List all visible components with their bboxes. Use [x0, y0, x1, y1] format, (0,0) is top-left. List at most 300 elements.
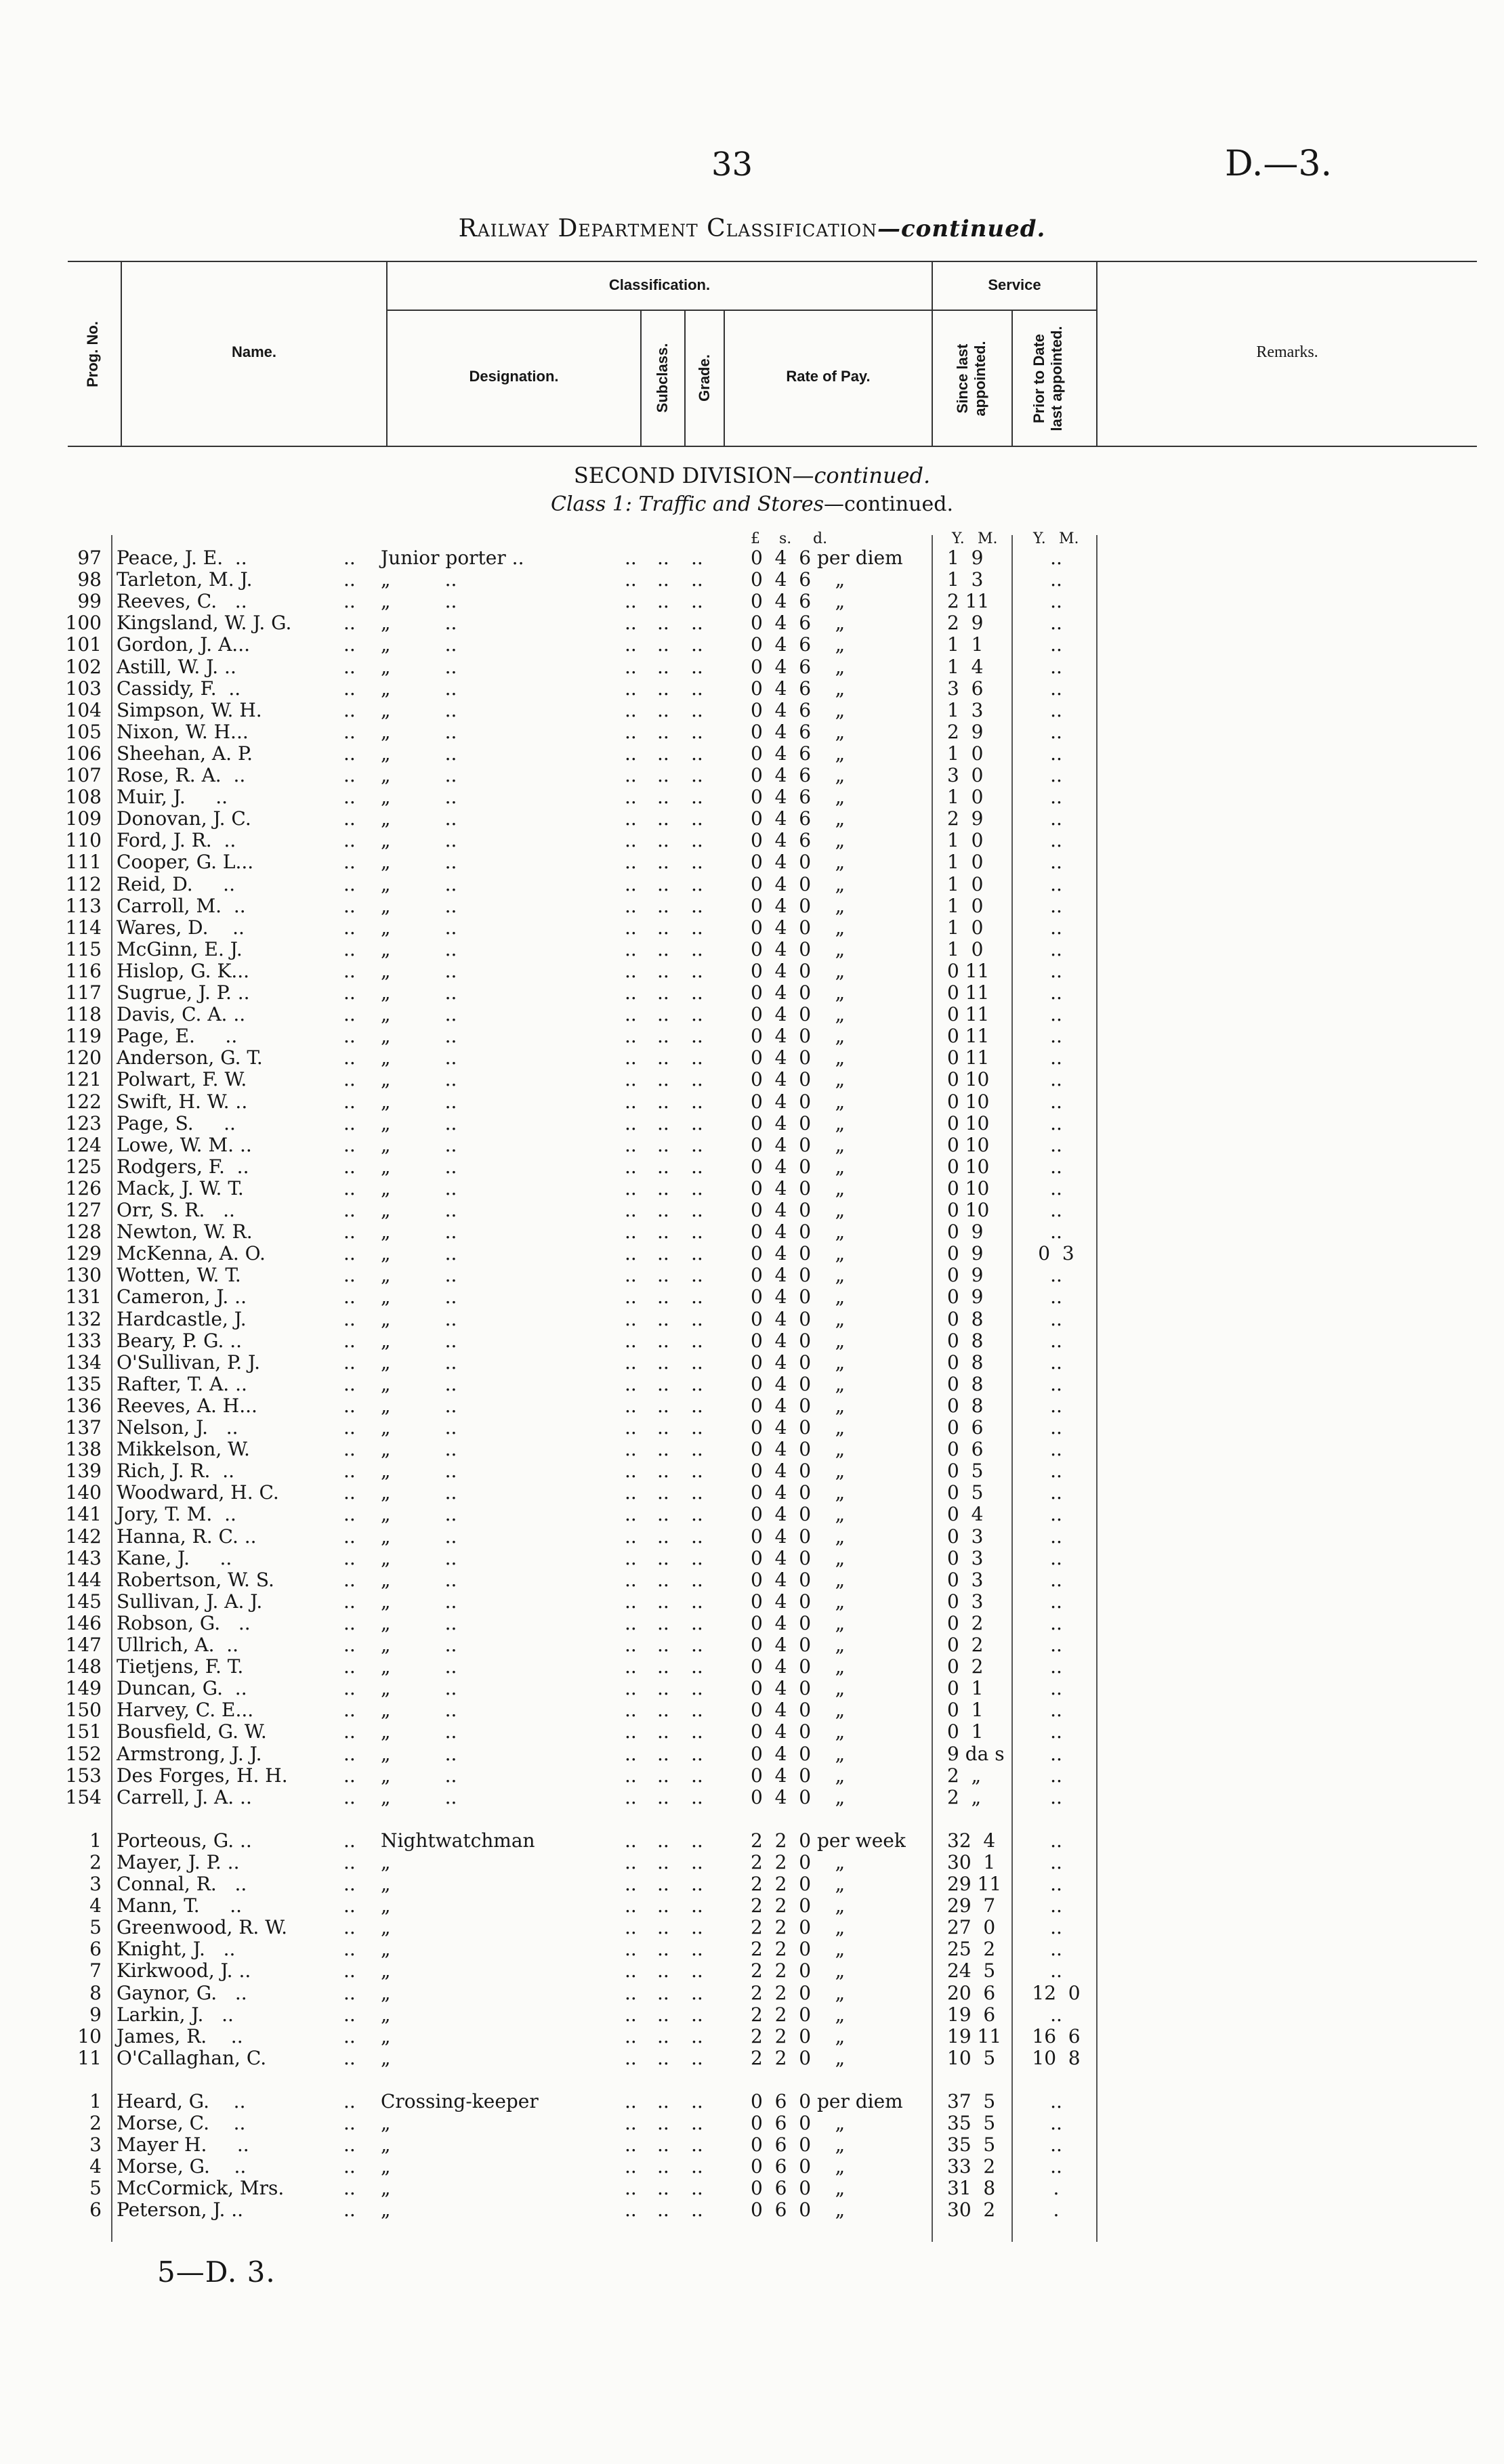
- row-number: 139: [65, 1460, 102, 1483]
- subclass-cell: ..: [625, 829, 637, 852]
- subclass-cell: ..: [625, 1503, 637, 1526]
- header-prior-to-date: Prior to Date last appointed.: [1030, 326, 1065, 431]
- row-number: 7: [89, 1959, 102, 1982]
- subclass-cell: ..: [625, 1025, 637, 1048]
- row-number: 129: [65, 1242, 102, 1265]
- subclass-cell: ..: [625, 1481, 637, 1504]
- row-number: 154: [65, 1785, 102, 1808]
- employee-name: Simpson, W. H.: [117, 698, 262, 721]
- header-classification: Classification.: [608, 276, 711, 293]
- leader-dots: ..: [343, 2112, 356, 2134]
- employee-name: Greenwood, R. W.: [117, 1916, 287, 1939]
- rate-of-pay: 0 4 0 „: [751, 1286, 845, 1309]
- leader-dots: ..: [691, 2046, 703, 2069]
- rate-of-pay: 0 4 6 „: [751, 742, 845, 765]
- grade-cell: ..: [657, 916, 669, 939]
- leader-dots: ..: [343, 1981, 356, 2004]
- subclass-cell: ..: [625, 2133, 637, 2157]
- table-row: [0, 1743, 1504, 1765]
- header-designation: Designation.: [469, 368, 559, 385]
- row-number: 5: [89, 1916, 102, 1939]
- employee-name: Bousfield, G. W.: [117, 1720, 267, 1743]
- row-number: 136: [65, 1394, 102, 1417]
- rate-of-pay: 0 4 0 „: [751, 1025, 845, 1048]
- grade-cell: ..: [657, 1525, 669, 1548]
- leader-dots: ..: [343, 633, 356, 656]
- employee-name: Mayer H. ..: [117, 2133, 249, 2157]
- table-row: [0, 1656, 1504, 1678]
- service-since-last: 1 0: [947, 916, 984, 939]
- subclass-cell: ..: [625, 2177, 637, 2200]
- employee-name: Beary, P. G. ..: [117, 1329, 243, 1352]
- rate-of-pay: 0 4 0 „: [751, 1546, 845, 1569]
- leader-dots: ..: [691, 959, 703, 982]
- service-since-last: 0 10: [947, 1090, 990, 1113]
- service-prior: ..: [1050, 1025, 1062, 1048]
- leader-dots: ..: [691, 633, 703, 656]
- header-since-last: Since last appointed.: [954, 341, 988, 417]
- rate-of-pay: 0 4 0 „: [751, 1307, 845, 1330]
- grade-cell: ..: [657, 786, 669, 809]
- grade-cell: ..: [657, 547, 669, 569]
- service-since-last: 3 6: [947, 677, 984, 700]
- grade-cell: ..: [657, 1460, 669, 1483]
- employee-name: Muir, J. ..: [117, 786, 228, 809]
- employee-name: Swift, H. W. ..: [117, 1090, 248, 1113]
- leader-dots: ..: [691, 1677, 703, 1700]
- service-since-last: 25 2: [947, 1938, 996, 1961]
- leader-dots: ..: [343, 1655, 356, 1678]
- designation: „ ..: [381, 1176, 457, 1199]
- row-number: 97: [77, 547, 102, 569]
- leader-dots: ..: [691, 2133, 703, 2157]
- table-title-suffix: —continued.: [877, 215, 1046, 242]
- designation: „ ..: [381, 894, 457, 917]
- employee-name: Heard, G. ..: [117, 2089, 246, 2112]
- service-prior: ..: [1050, 829, 1062, 852]
- leader-dots: ..: [343, 894, 356, 917]
- service-since-last: 0 10: [947, 1199, 990, 1221]
- header-divider: [684, 311, 686, 447]
- grade-cell: ..: [657, 1764, 669, 1787]
- unit-pounds: £: [751, 530, 760, 547]
- grade-cell: ..: [657, 1481, 669, 1504]
- rate-of-pay: 0 4 0 „: [751, 981, 845, 1004]
- rate-of-pay: 0 4 0 „: [751, 1394, 845, 1417]
- grade-cell: ..: [657, 1372, 669, 1395]
- leader-dots: ..: [343, 1090, 356, 1113]
- subclass-cell: ..: [625, 590, 637, 613]
- leader-dots: ..: [691, 1959, 703, 1982]
- employee-name: Rodgers, F. ..: [117, 1155, 249, 1178]
- grade-cell: ..: [657, 2046, 669, 2069]
- table-row: [0, 1591, 1504, 1613]
- rate-of-pay: 0 6 0 „: [751, 2177, 845, 2200]
- table-row: [0, 1569, 1504, 1591]
- header-rule-mid: [386, 310, 1098, 311]
- header-service: Service: [988, 276, 1041, 293]
- leader-dots: ..: [691, 1155, 703, 1178]
- table-row: [0, 786, 1504, 808]
- rate-of-pay: 2 2 0 „: [751, 1894, 845, 1917]
- subclass-cell: ..: [625, 807, 637, 830]
- designation: „ ..: [381, 1742, 457, 1765]
- rate-of-pay: 0 4 0 „: [751, 1003, 845, 1026]
- row-number: 147: [65, 1634, 102, 1656]
- service-prior: ..: [1050, 1916, 1062, 1939]
- leader-dots: ..: [691, 1568, 703, 1591]
- row-number: 145: [65, 1590, 102, 1613]
- designation: „: [381, 2046, 391, 2069]
- leader-dots: ..: [691, 1460, 703, 1483]
- designation: „ ..: [381, 1372, 457, 1395]
- service-prior: ..: [1050, 547, 1062, 569]
- rate-of-pay: 0 6 0 „: [751, 2155, 845, 2178]
- header-divider: [1011, 311, 1013, 447]
- service-since-last: 0 11: [947, 1003, 990, 1026]
- grade-cell: ..: [657, 1416, 669, 1439]
- designation: „ ..: [381, 1133, 457, 1156]
- table-row: [0, 1787, 1504, 1808]
- subclass-cell: ..: [625, 1742, 637, 1765]
- table-row: [0, 1047, 1504, 1069]
- leader-dots: ..: [691, 1111, 703, 1134]
- service-since-last: 1 1: [947, 633, 984, 656]
- service-prior: ..: [1050, 1460, 1062, 1483]
- subclass-cell: ..: [625, 1264, 637, 1287]
- table-row: [0, 917, 1504, 939]
- service-prior: ..: [1050, 1307, 1062, 1330]
- row-number: 3: [89, 2133, 102, 2157]
- designation: „ ..: [381, 959, 457, 982]
- leader-dots: ..: [343, 959, 356, 982]
- row-number: 144: [65, 1568, 102, 1591]
- service-prior: ..: [1050, 2133, 1062, 2157]
- designation: „ ..: [381, 1438, 457, 1461]
- leader-dots: ..: [343, 1525, 356, 1548]
- designation: „ ..: [381, 633, 457, 656]
- designation: „ ..: [381, 1199, 457, 1221]
- subclass-cell: ..: [625, 1938, 637, 1961]
- designation: „ ..: [381, 742, 457, 765]
- designation: „: [381, 2024, 391, 2047]
- table-row: [0, 2026, 1504, 2047]
- service-since-last: 0 11: [947, 959, 990, 982]
- leader-dots: ..: [691, 1220, 703, 1244]
- table-row: [0, 1439, 1504, 1460]
- employee-name: Knight, J. ..: [117, 1938, 236, 1961]
- unit-years: Y.: [952, 530, 965, 547]
- row-number: 100: [65, 612, 102, 635]
- leader-dots: ..: [343, 2177, 356, 2200]
- designation: „ ..: [381, 1655, 457, 1678]
- service-since-last: 0 9: [947, 1264, 984, 1287]
- employee-name: Page, S. ..: [117, 1111, 236, 1134]
- designation: „ ..: [381, 851, 457, 874]
- table-row: [0, 547, 1504, 569]
- service-since-last: 0 2: [947, 1634, 984, 1656]
- table-row: [0, 569, 1504, 591]
- designation: Nightwatchman: [381, 1829, 535, 1852]
- grade-cell: ..: [657, 2089, 669, 2112]
- rate-of-pay: 2 2 0 „: [751, 1916, 845, 1939]
- designation: Crossing-keeper: [381, 2089, 539, 2112]
- row-number: 128: [65, 1220, 102, 1244]
- service-prior: ..: [1050, 1546, 1062, 1569]
- rate-of-pay: 0 4 0 „: [751, 851, 845, 874]
- leader-dots: ..: [691, 720, 703, 743]
- employee-name: Sullivan, J. A. J.: [117, 1590, 263, 1613]
- employee-name: Connal, R. ..: [117, 1873, 247, 1895]
- service-since-last: 19 6: [947, 2003, 996, 2026]
- employee-name: Robertson, W. S.: [117, 1568, 274, 1591]
- leader-dots: ..: [691, 894, 703, 917]
- service-since-last: 0 2: [947, 1655, 984, 1678]
- employee-name: Reeves, A. H...: [117, 1394, 257, 1417]
- employee-name: Mack, J. W. T.: [117, 1176, 244, 1199]
- table-row: [0, 1460, 1504, 1482]
- grade-cell: ..: [657, 1959, 669, 1982]
- rate-of-pay: 2 2 0 „: [751, 1938, 845, 1961]
- rate-of-pay: 0 4 0 „: [751, 1460, 845, 1483]
- rate-of-pay: 0 4 0 „: [751, 1677, 845, 1700]
- subclass-cell: ..: [625, 1720, 637, 1743]
- service-prior: ..: [1050, 1720, 1062, 1743]
- table-row: [0, 960, 1504, 982]
- table-row: [0, 1526, 1504, 1548]
- leader-dots: ..: [343, 1286, 356, 1309]
- grade-cell: ..: [657, 981, 669, 1004]
- designation: „ ..: [381, 916, 457, 939]
- rate-of-pay: 0 4 0 „: [751, 1242, 845, 1265]
- leader-dots: ..: [691, 1372, 703, 1395]
- service-prior: ..: [1050, 1655, 1062, 1678]
- service-since-last: 0 10: [947, 1111, 990, 1134]
- grade-cell: ..: [657, 1611, 669, 1634]
- leader-dots: ..: [343, 1720, 356, 1743]
- designation: „ ..: [381, 1307, 457, 1330]
- row-number: 135: [65, 1372, 102, 1395]
- service-prior: ..: [1050, 2155, 1062, 2178]
- header-name: Name.: [231, 343, 277, 360]
- rate-of-pay: 0 4 6 „: [751, 633, 845, 656]
- leader-dots: ..: [343, 1242, 356, 1265]
- rate-of-pay: 0 4 0 „: [751, 1090, 845, 1113]
- service-since-last: 0 6: [947, 1438, 984, 1461]
- leader-dots: ..: [343, 1111, 356, 1134]
- row-number: 98: [77, 568, 102, 591]
- service-since-last: 2 „: [947, 1764, 982, 1787]
- table-row: [0, 1156, 1504, 1178]
- service-prior: ..: [1050, 1959, 1062, 1982]
- rate-of-pay: 0 4 0 „: [751, 1525, 845, 1548]
- grade-cell: ..: [657, 590, 669, 613]
- service-since-last: 0 1: [947, 1720, 984, 1743]
- leader-dots: ..: [691, 1655, 703, 1678]
- subclass-cell: ..: [625, 547, 637, 569]
- leader-dots: ..: [691, 1481, 703, 1504]
- unit-months-prior: M.: [1059, 530, 1079, 547]
- row-number: 141: [65, 1503, 102, 1526]
- employee-name: Hanna, R. C. ..: [117, 1525, 257, 1548]
- grade-cell: ..: [657, 1199, 669, 1221]
- employee-name: James, R. ..: [117, 2024, 243, 2047]
- table-row: [0, 1199, 1504, 1221]
- employee-name: McKenna, A. O.: [117, 1242, 266, 1265]
- leader-dots: ..: [343, 2199, 356, 2222]
- leader-dots: ..: [343, 1785, 356, 1808]
- rate-of-pay: 2 2 0 „: [751, 2003, 845, 2026]
- service-prior: ..: [1050, 1590, 1062, 1613]
- rate-of-pay: 2 2 0 „: [751, 2046, 845, 2069]
- leader-dots: ..: [691, 1242, 703, 1265]
- employee-name: Ullrich, A. ..: [117, 1634, 239, 1656]
- service-prior: ..: [1050, 612, 1062, 635]
- employee-name: Hardcastle, J.: [117, 1307, 247, 1330]
- rate-of-pay: 0 4 6 „: [751, 655, 845, 678]
- table-row: [0, 1765, 1504, 1787]
- service-since-last: 27 0: [947, 1916, 996, 1939]
- grade-cell: ..: [657, 1850, 669, 1873]
- leader-dots: ..: [343, 1372, 356, 1395]
- leader-dots: ..: [691, 2089, 703, 2112]
- employee-name: Tarleton, M. J.: [117, 568, 253, 591]
- subclass-cell: ..: [625, 1111, 637, 1134]
- grade-cell: ..: [657, 698, 669, 721]
- service-prior: ..: [1050, 1873, 1062, 1895]
- employee-name: Orr, S. R. ..: [117, 1199, 235, 1221]
- designation: „ ..: [381, 1220, 457, 1244]
- rate-of-pay: 0 4 0 „: [751, 1634, 845, 1656]
- service-prior: ..: [1050, 742, 1062, 765]
- subclass-cell: ..: [625, 1046, 637, 1069]
- rate-of-pay: 2 2 0 „: [751, 2024, 845, 2047]
- leader-dots: ..: [343, 2089, 356, 2112]
- leader-dots: ..: [691, 1394, 703, 1417]
- leader-dots: ..: [691, 981, 703, 1004]
- table-row: [0, 656, 1504, 678]
- service-since-last: 31 8: [947, 2177, 996, 2200]
- leader-dots: ..: [691, 1634, 703, 1656]
- leader-dots: ..: [343, 1155, 356, 1178]
- row-number: 137: [65, 1416, 102, 1439]
- subclass-cell: ..: [625, 937, 637, 960]
- unit-months: M.: [978, 530, 998, 547]
- employee-name: Anderson, G. T.: [117, 1046, 263, 1069]
- service-prior: ..: [1050, 1634, 1062, 1656]
- designation: „ ..: [381, 698, 457, 721]
- leader-dots: ..: [343, 1873, 356, 1895]
- header-rule-top: [68, 261, 1477, 262]
- leader-dots: ..: [343, 612, 356, 635]
- table-row: [0, 2178, 1504, 2199]
- service-prior: ..: [1050, 981, 1062, 1004]
- employee-name: Davis, C. A. ..: [117, 1003, 246, 1026]
- leader-dots: ..: [343, 1829, 356, 1852]
- leader-dots: ..: [343, 677, 356, 700]
- table-row: [0, 830, 1504, 851]
- leader-dots: ..: [691, 568, 703, 591]
- service-since-last: 0 11: [947, 1046, 990, 1069]
- designation: „: [381, 1873, 391, 1895]
- rate-of-pay: 0 4 0 „: [751, 1503, 845, 1526]
- grade-cell: ..: [657, 1394, 669, 1417]
- subclass-cell: ..: [625, 633, 637, 656]
- service-prior: ..: [1050, 655, 1062, 678]
- service-prior: ..: [1050, 1264, 1062, 1287]
- leader-dots: ..: [691, 547, 703, 569]
- leader-dots: ..: [343, 2046, 356, 2069]
- service-prior: ..: [1050, 1046, 1062, 1069]
- rate-of-pay: 0 4 0 „: [751, 1764, 845, 1787]
- leader-dots: ..: [343, 764, 356, 786]
- service-prior: ..: [1050, 1286, 1062, 1309]
- leader-dots: ..: [343, 1003, 356, 1026]
- designation: „: [381, 2003, 391, 2026]
- leader-dots: ..: [343, 1438, 356, 1461]
- table-row: [0, 2047, 1504, 2069]
- row-number: 105: [65, 720, 102, 743]
- service-since-last: 0 9: [947, 1242, 984, 1265]
- row-number: 133: [65, 1329, 102, 1352]
- employee-name: Peace, J. E. ..: [117, 547, 247, 569]
- designation: „ ..: [381, 1460, 457, 1483]
- service-prior: ..: [1050, 677, 1062, 700]
- row-number: 115: [65, 937, 102, 960]
- service-prior: ..: [1050, 1611, 1062, 1634]
- subclass-cell: ..: [625, 1394, 637, 1417]
- subclass-cell: ..: [625, 1873, 637, 1895]
- designation: „ ..: [381, 568, 457, 591]
- employee-name: Carroll, M. ..: [117, 894, 246, 917]
- grade-cell: ..: [657, 2155, 669, 2178]
- designation: „ ..: [381, 1764, 457, 1787]
- subclass-cell: ..: [625, 1829, 637, 1852]
- leader-dots: ..: [343, 1481, 356, 1504]
- rate-of-pay: 0 4 6 „: [751, 568, 845, 591]
- rate-of-pay: 0 4 0 „: [751, 1351, 845, 1374]
- grade-cell: ..: [657, 1155, 669, 1178]
- row-number: 2: [89, 1850, 102, 1873]
- subclass-cell: ..: [625, 1242, 637, 1265]
- table-row: [0, 1309, 1504, 1330]
- table-row: [0, 2134, 1504, 2156]
- grade-cell: ..: [657, 2003, 669, 2026]
- leader-dots: ..: [343, 1611, 356, 1634]
- rate-of-pay: 0 4 0 „: [751, 1155, 845, 1178]
- service-since-last: 0 8: [947, 1307, 984, 1330]
- grade-cell: ..: [657, 894, 669, 917]
- employee-name: Duncan, G. ..: [117, 1677, 247, 1700]
- table-row: [0, 1504, 1504, 1525]
- employee-name: Tietjens, F. T.: [117, 1655, 244, 1678]
- grade-cell: ..: [657, 2112, 669, 2134]
- row-number: 11: [77, 2046, 102, 2069]
- row-number: 2: [89, 2112, 102, 2134]
- subclass-cell: ..: [625, 1611, 637, 1634]
- service-prior: 0 3: [1038, 1242, 1074, 1265]
- service-since-last: 0 8: [947, 1394, 984, 1417]
- subclass-cell: ..: [625, 2155, 637, 2178]
- row-number: 112: [65, 872, 102, 895]
- service-since-last: 1 3: [947, 568, 984, 591]
- leader-dots: ..: [343, 872, 356, 895]
- subclass-cell: ..: [625, 959, 637, 982]
- row-number: 148: [65, 1655, 102, 1678]
- employee-name: Porteous, G. ..: [117, 1829, 252, 1852]
- service-since-last: 1 3: [947, 698, 984, 721]
- leader-dots: ..: [343, 1590, 356, 1613]
